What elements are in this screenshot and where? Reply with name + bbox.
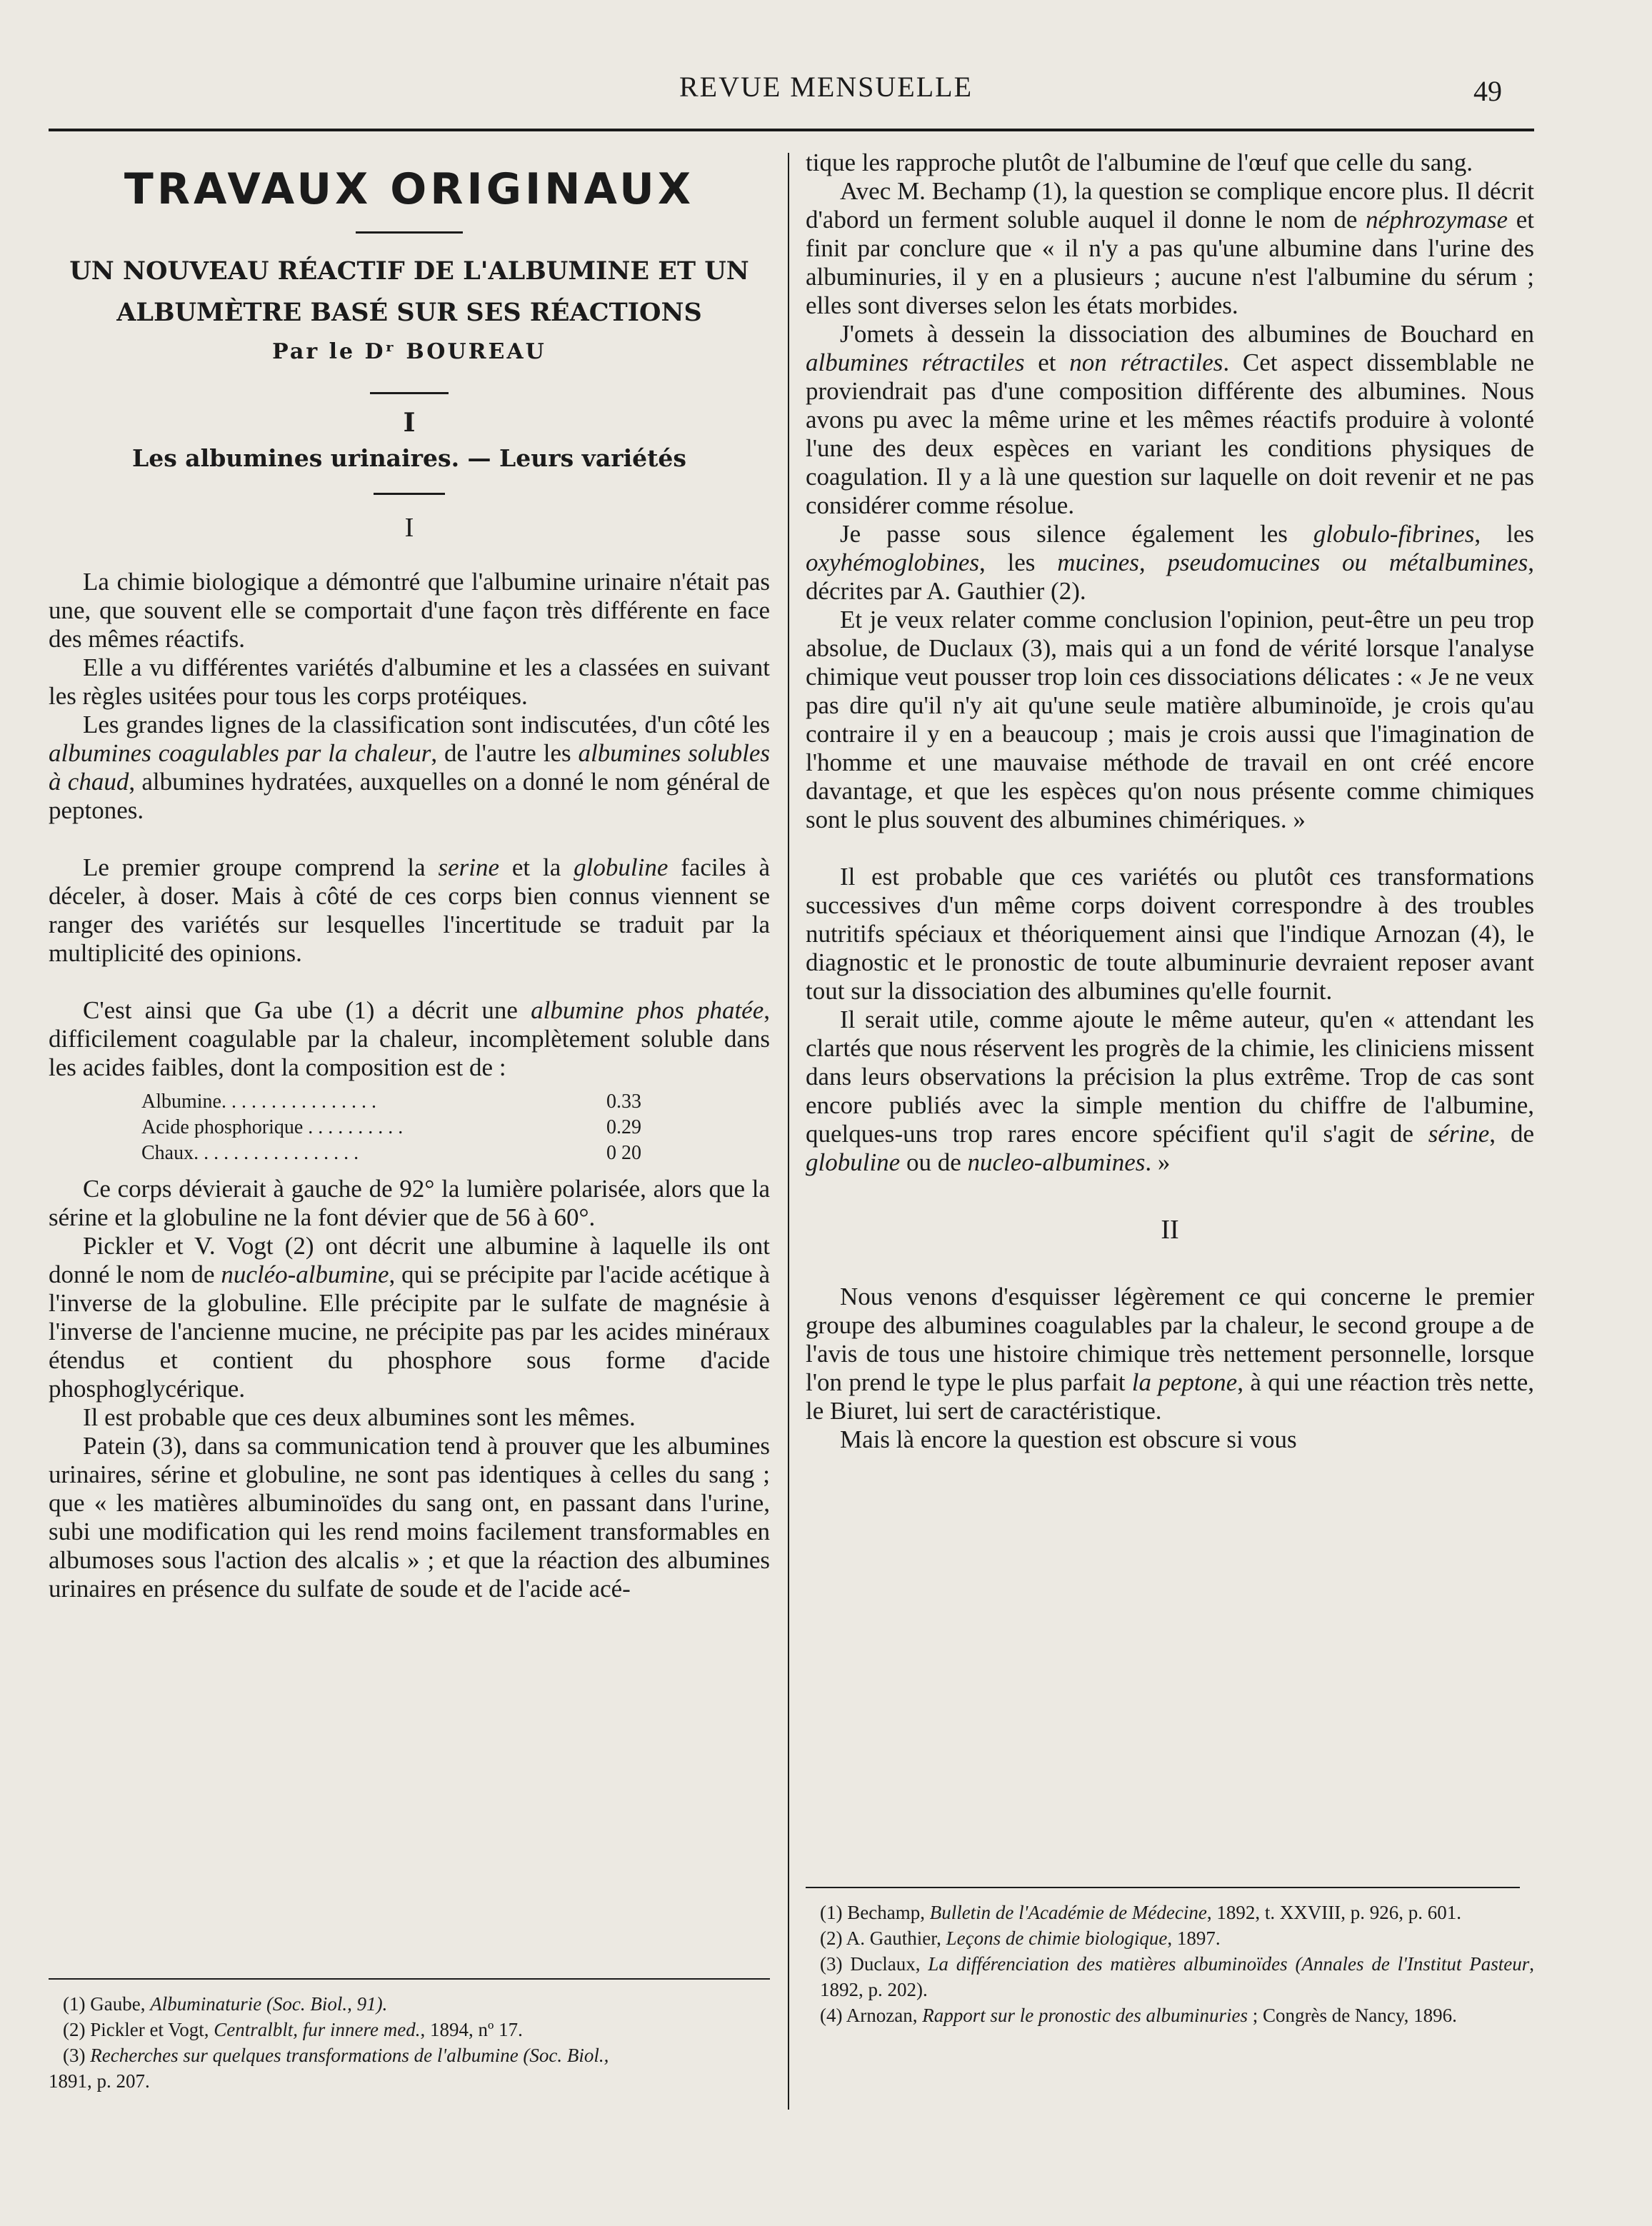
paragraph: Je passe sous silence également les globulo-fibrines, les oxyhémoglobines, les mucines, pseudomucines ou métalbumines, décrites par A. Gauthier (2). <box>806 520 1534 605</box>
running-title: REVUE MENSUELLE <box>679 71 973 103</box>
chapter-numeral: I <box>404 513 414 543</box>
left-footnotes <box>49 1978 770 2094</box>
footnote: (3) Duclaux, La différenciation des matières albuminoïdes (Annales de l'Institut Pasteur, 1892, p. 202). <box>820 1953 1534 2000</box>
paragraph: Elle a vu différentes variétés d'albumine et les a classées en suivant les règles usitées pour tous les corps protéiques. <box>49 653 770 710</box>
paragraph: Il est probable que ces deux albumines sont les mêmes. <box>83 1403 636 1431</box>
footnote-continuation: 1891, p. 207. <box>49 2070 150 2092</box>
heading-rule <box>356 231 463 234</box>
paragraph: Patein (3), dans sa communication tend à prouver que les albumines urinaires, sérine et globuline, ne sont pas identiques à celles du sang ; que « les matières albuminoïdes du sang ont, en passant dans l'urine, subi une modification qui les rend moins facilement transformables en albumoses sous l'action des alcalis » ; et que la réaction des albumines urinaires en présence du sulfate de soude et de l'acide acé- <box>49 1432 770 1603</box>
footnote: (3) Recherches sur quelques transformations de l'albumine (Soc. Biol., <box>63 2045 609 2066</box>
paragraph: Le premier groupe comprend la serine et la globuline faciles à déceler, à doser. Mais à côté de ces corps bien connus viennent se ranger des variétés sur lesquelles l'incertitude se traduit par la multiplicité des opinions. <box>49 853 770 967</box>
right-column <box>806 149 1534 2026</box>
footnote-rule <box>49 1978 770 1980</box>
paragraph: Nous venons d'esquisser légèrement ce qui concerne le premier groupe des albumines coagulables par la chaleur, le second groupe a de l'avis de tous une histoire chimique très nettement personnelle, lorsque l'on prend le type le plus parfait la peptone, à qui une réaction très nette, le Biuret, lui sert de caractéristique. <box>806 1283 1534 1425</box>
paragraph: tique les rapproche plutôt de l'albumine de l'œuf que celle du sang. <box>806 149 1473 176</box>
paragraph: Mais là encore la question est obscure si vous <box>840 1425 1297 1453</box>
byline-rule <box>370 392 449 394</box>
paragraph: J'omets à dessein la dissociation des albumines de Bouchard en albumines rétractiles et non rétractiles. Cet aspect dissemblable ne proviendrait pas d'une composition différente des albumines. Nous avons pu avec la même urine et les mêmes réactifs produire à volonté l'une des deux espèces en variant les conditions physiques de coagulation. Il y a là une question sur laquelle on doit revenir et ne pas considérer comme résolue. <box>806 320 1534 519</box>
article-title-line-1: UN NOUVEAU RÉACTIF DE L'ALBUMINE ET UN <box>69 256 749 286</box>
header-rule <box>49 129 1534 131</box>
page-number: 49 <box>1473 75 1502 107</box>
paragraph: La chimie biologique a démontré que l'albumine urinaire n'était pas une, que souvent elle se comportait d'une façon très différente en face des mêmes réactifs. <box>49 568 770 653</box>
chapter-numeral: II <box>1161 1215 1179 1245</box>
right-footnotes <box>806 1870 1534 2028</box>
footnote: (2) Pickler et Vogt, Centralblt, fur innere med., 1894, nº 17. <box>63 2019 523 2040</box>
left-column <box>49 159 770 1603</box>
paragraph: Ce corps dévierait à gauche de 92° la lumière polarisée, alors que la sérine et la globuline ne la font dévier que de 56 à 60°. <box>49 1175 770 1231</box>
article-title-line-2: ALBUMÈTRE BASÉ SUR SES RÉACTIONS <box>116 298 702 327</box>
footnote: (2) A. Gauthier, Leçons de chimie biologique, 1897. <box>820 1927 1221 1949</box>
part-numeral: I <box>403 408 416 438</box>
paragraph: C'est ainsi que Ga ube (1) a décrit une albumine phos phatée, difficilement coagulable par la chaleur, incomplètement soluble dans les acides faibles, dont la composition est de : <box>49 996 770 1081</box>
paragraph: Pickler et V. Vogt (2) ont décrit une albumine à laquelle ils ont donné le nom de nucléo-albumine, qui se précipite par l'acide acétique à l'inverse de la globuline. Elle précipite par le sulfate de magnésie à l'inverse de l'ancienne mucine, ne précipite pas par les acides minéraux étendus et contient du phosphore sous forme d'acide phosphoglycérique. <box>49 1232 770 1403</box>
paragraph: Et je veux relater comme conclusion l'opinion, peut-être un peu trop absolue, de Duclaux (3), mais qui a un fond de vérité lorsque l'analyse chimique veut pousser trop loin ces dissociations délicates : « Je ne veux pas dire qu'il n'y ait qu'une seule matière albuminoïde, je crois qu'au contraire il y en a beaucoup ; mais je crois aussi que l'imagination de l'homme et une mauvaise méthode de travail en ont créé encore davantage, et que les espèces qu'on nous présente comme chimiques sont le plus souvent des albumines chimériques. » <box>806 606 1534 833</box>
byline: Par le Dʳ BOUREAU <box>272 339 546 364</box>
footnote: (1) Gaube, Albuminaturie (Soc. Biol., 91). <box>63 1993 388 2015</box>
paragraph: Les grandes lignes de la classification sont indiscutées, d'un côté les albumines coagulables par la chaleur, de l'autre les albumines solubles à chaud, albumines hydratées, auxquelles on a donné le nom général de peptones. <box>49 711 770 824</box>
paragraph: Il est probable que ces variétés ou plutôt ces transformations successives d'un même corps doivent correspondre à des troubles nutritifs spéciaux et théoriquement ainsi que l'indique Arnozan (4), le diagnostic et le pronostic de toute albuminurie devraient reposer avant tout sur la dissociation des albumines qu'elle fournit. <box>806 863 1534 1005</box>
section-heading: TRAVAUX ORIGINAUX <box>124 164 695 214</box>
composition-row: Acide phosphorique . . . . . . . . . . 0.29 <box>141 1116 641 1138</box>
section-subtitle: Les albumines urinaires. — Leurs variétés <box>132 444 686 472</box>
footnote-rule <box>806 1887 1520 1888</box>
footnote: (4) Arnozan, Rapport sur le pronostic des albuminuries ; Congrès de Nancy, 1896. <box>820 2005 1457 2026</box>
composition-table <box>141 1089 641 1166</box>
composition-row: Chaux. . . . . . . . . . . . . . . . . 0 20 <box>141 1142 641 1164</box>
subtitle-rule <box>374 493 445 495</box>
article-title <box>49 251 770 334</box>
column-divider <box>788 153 789 2110</box>
composition-row: Albumine. . . . . . . . . . . . . . . . 0.33 <box>141 1091 641 1113</box>
footnote: (1) Bechamp, Bulletin de l'Académie de Médecine, 1892, t. XXVIII, p. 926, p. 601. <box>820 1902 1462 1923</box>
paragraph: Avec M. Bechamp (1), la question se complique encore plus. Il décrit d'abord un ferment soluble auquel il donne le nom de néphrozymase et finit par conclure que « il n'y a pas qu'une albumine dans l'urine des albuminuries, il y en a plusieurs ; aucune n'est l'albumine du sérum ; elles sont diverses selon les états morbides. <box>806 177 1534 319</box>
paragraph: Il serait utile, comme ajoute le même auteur, qu'en « attendant les clartés que nous réservent les progrès de la chimie, les cliniciens missent dans leurs observations la précision la plus extrême. Trop de cas sont encore publiés avec la simple mention du chiffre de l'albumine, quelques-uns trop rares encore spécifient qu'il s'agit de sérine, de globuline ou de nucleo-albumines. » <box>806 1006 1534 1176</box>
